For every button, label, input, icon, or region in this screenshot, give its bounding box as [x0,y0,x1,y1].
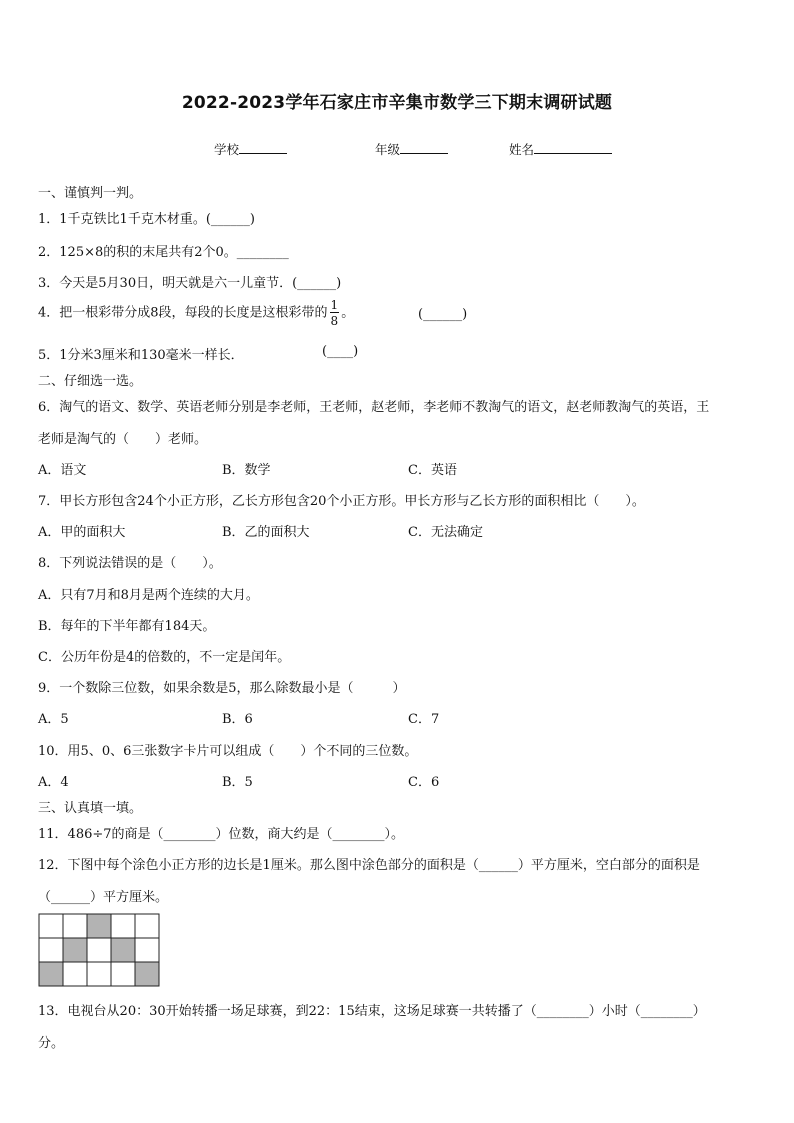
blank-square [135,938,159,962]
shaded-square [111,938,135,962]
option-b[interactable]: B．6 [222,712,253,727]
option-c[interactable]: C．无法确定 [408,525,483,540]
question-6-line1: 6．淘气的语文、数学、英语老师分别是李老师，王老师，赵老师，李老师不教淘气的语文，赵老师教淘气的英语，王 [38,400,710,415]
option-a[interactable]: A．语文 [38,463,87,478]
blank-square [39,914,63,938]
option-b[interactable]: B．5 [222,775,253,790]
option-a[interactable]: A．甲的面积大 [38,525,126,540]
option-c[interactable]: C．公历年份是4的倍数的，不一定是闰年。 [38,650,291,665]
question-7: 7．甲长方形包含24个小正方形，乙长方形包含20个小正方形。甲长方形与乙长方形的面积相比（ ）。 [38,494,645,509]
grid-cells [39,914,159,986]
section-heading: 一、谨慎判一判。 [38,186,143,201]
question-text: 3．今天是5月30日，明天就是六一儿童节． [38,276,293,291]
question-13-line1: 13．电视台从20：30开始转播一场足球赛，到22：15结束，这场足球赛一共转播了（________）小时（________） [38,1004,706,1019]
shaded-square [63,938,87,962]
question-text: 1．1千克铁比1千克木材重。 [38,212,206,227]
blank-square [135,914,159,938]
option-c[interactable]: C．英语 [408,463,457,478]
name-label: 姓名 [509,142,535,157]
question-text-end: 。 [341,305,355,321]
option-b[interactable]: B．每年的下半年都有184天。 [38,619,216,634]
option-c[interactable]: C．6 [408,775,440,790]
shaded-square [135,962,159,986]
question-10: 10．用5、0、6三张数字卡片可以组成（ ）个不同的三位数。 [38,744,418,759]
question-5: 5．1分米3厘米和130毫米一样长． [38,348,244,363]
question-11: 11．486÷7的商是（________）位数，商大约是（________）。 [38,827,405,842]
question-6-line2: 老师是淘气的（ ）老师。 [38,432,208,447]
blank-square [63,914,87,938]
question-12-line2: （______）平方厘米。 [38,890,169,905]
blank-square [87,938,111,962]
answer-paren: (______) [292,276,342,291]
answer-paren: (______) [205,212,255,227]
question-1 [38,208,255,227]
school-field [214,140,287,158]
grade-blank[interactable] [400,141,448,154]
question-13-line2: 分。 [38,1036,65,1051]
blank-square [111,914,135,938]
school-label: 学校 [214,142,240,157]
question-3 [38,272,341,291]
grade-field [375,140,448,158]
shaded-square [39,962,63,986]
option-c[interactable]: C．7 [408,712,440,727]
question-4 [38,299,354,327]
section-heading: 二、仔细选一选。 [38,374,143,389]
name-field [509,140,612,158]
answer-paren: (______) [418,307,468,322]
option-b[interactable]: B．乙的面积大 [222,525,310,540]
blank-square [111,962,135,986]
question-9: 9．一个数除三位数，如果余数是5，那么除数最小是（ ） [38,681,406,696]
question-2: 2．125×8的积的末尾共有2个0。________ [38,245,289,260]
grade-label: 年级 [375,142,401,157]
question-8: 8．下列说法错误的是（ ）。 [38,556,222,571]
shaded-grid-figure [38,913,160,987]
option-a[interactable]: A．4 [38,775,69,790]
option-a[interactable]: A．只有7月和8月是两个连续的大月。 [38,588,259,603]
shaded-square [87,914,111,938]
option-b[interactable]: B．数学 [222,463,271,478]
answer-paren: (____) [322,344,359,359]
blank-square [39,938,63,962]
name-blank[interactable] [534,141,612,154]
option-a[interactable]: A．5 [38,712,69,727]
question-text: 4．把一根彩带分成8段，每段的长度是这根彩带的 [38,305,328,321]
question-12-line1: 12．下图中每个涂色小正方形的边长是1厘米。那么图中涂色部分的面积是（______）平方厘米，空白部分的面积是 [38,858,700,873]
blank-square [63,962,87,986]
fraction-one-eighth: $\frac{1}{8}$ [330,298,339,328]
school-blank[interactable] [239,141,287,154]
document-title: 2022-2023学年石家庄市辛集市数学三下期末调研试题 [181,93,613,113]
blank-square [87,962,111,986]
section-heading: 三、认真填一填。 [38,801,143,816]
